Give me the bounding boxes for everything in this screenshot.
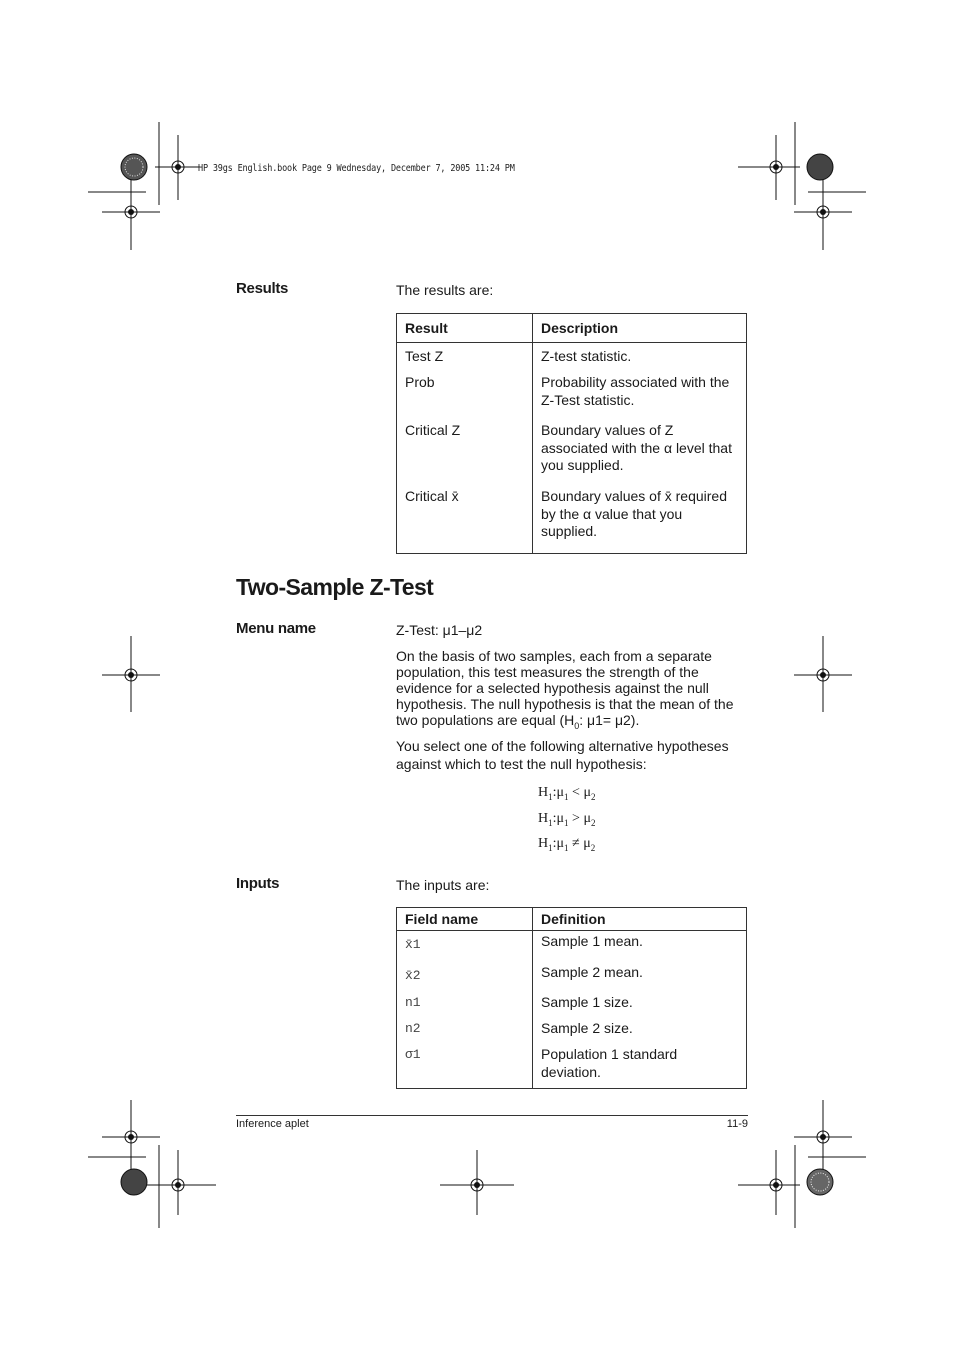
results-label: Results <box>236 280 289 297</box>
paragraph-text: On the basis of two samples, each from a separate population, this test measures the strength of the evidence for a selected hypothesis against the null hypothesis. The null hypothesis is that the mean of the two populations are equal (H <box>396 648 734 728</box>
inputs-intro: The inputs are: <box>396 877 490 893</box>
field-cell: n2 <box>397 1018 533 1044</box>
definition-cell: Sample 1 mean. <box>533 931 747 963</box>
definition-cell: Sample 2 mean. <box>533 962 747 992</box>
result-cell: Prob <box>397 374 533 422</box>
page-slug: HP 39gs English.book Page 9 Wednesday, December 7, 2005 11:24 PM <box>198 163 515 174</box>
definition-cell: Population 1 standard deviation. <box>533 1044 747 1089</box>
table-row <box>397 931 747 963</box>
inputs-label: Inputs <box>236 875 280 892</box>
results-table <box>396 313 747 554</box>
paragraph-text-end: : μ1= μ2). <box>579 712 640 728</box>
column-header-definition: Definition <box>533 908 747 931</box>
result-cell: Test Z <box>397 343 533 375</box>
section-title: Two-Sample Z-Test <box>236 574 434 600</box>
menu-name-value: Z-Test: μ1–μ2 <box>396 622 483 638</box>
table-row <box>397 992 747 1018</box>
field-cell: x̄1 <box>397 931 533 963</box>
result-cell: Critical Z <box>397 422 533 488</box>
table-row <box>397 1044 747 1089</box>
description-paragraph <box>396 648 748 734</box>
hypothesis-not-equal: $H_1:\mu_1 \ne \mu_2$ <box>538 836 596 853</box>
table-row <box>397 1018 747 1044</box>
description-cell: Z-test statistic. <box>533 343 747 375</box>
table-row <box>397 374 747 422</box>
paragraph-subscript: 0 <box>574 720 580 731</box>
definition-cell: Sample 1 size. <box>533 992 747 1018</box>
table-row <box>397 962 747 992</box>
hypotheses-intro: You select one of the following alternative hypotheses against which to test the null hypothesis: <box>396 738 729 772</box>
footer-rule <box>236 1115 748 1116</box>
column-header-description: Description <box>533 314 747 343</box>
table-row <box>397 488 747 554</box>
field-cell: n1 <box>397 992 533 1018</box>
field-cell: σ1 <box>397 1044 533 1089</box>
hypothesis-less-than: $H_1:\mu_1 < \mu_2$ <box>538 785 596 802</box>
table-row <box>397 422 747 488</box>
menu-name-label: Menu name <box>236 620 316 637</box>
field-cell: x̄2 <box>397 962 533 992</box>
results-intro: The results are: <box>396 282 494 298</box>
table-row <box>397 343 747 375</box>
result-cell: Critical x̄ <box>397 488 533 554</box>
hypothesis-greater-than: $H_1:\mu_1 > \mu_2$ <box>538 811 596 828</box>
inputs-table <box>396 907 747 1089</box>
table-header-row <box>397 314 747 343</box>
column-header-result: Result <box>397 314 533 343</box>
footer-page-number: 11-9 <box>726 1118 748 1130</box>
description-cell: Probability associated with the Z-Test statistic. <box>533 374 747 422</box>
definition-cell: Sample 2 size. <box>533 1018 747 1044</box>
description-cell: Boundary values of x̄ required by the α value that you supplied. <box>533 488 747 554</box>
description-cell: Boundary values of Z associated with the α level that you supplied. <box>533 422 747 488</box>
table-header-row <box>397 908 747 931</box>
footer-chapter: Inference aplet <box>236 1118 309 1130</box>
column-header-field-name: Field name <box>397 908 533 931</box>
